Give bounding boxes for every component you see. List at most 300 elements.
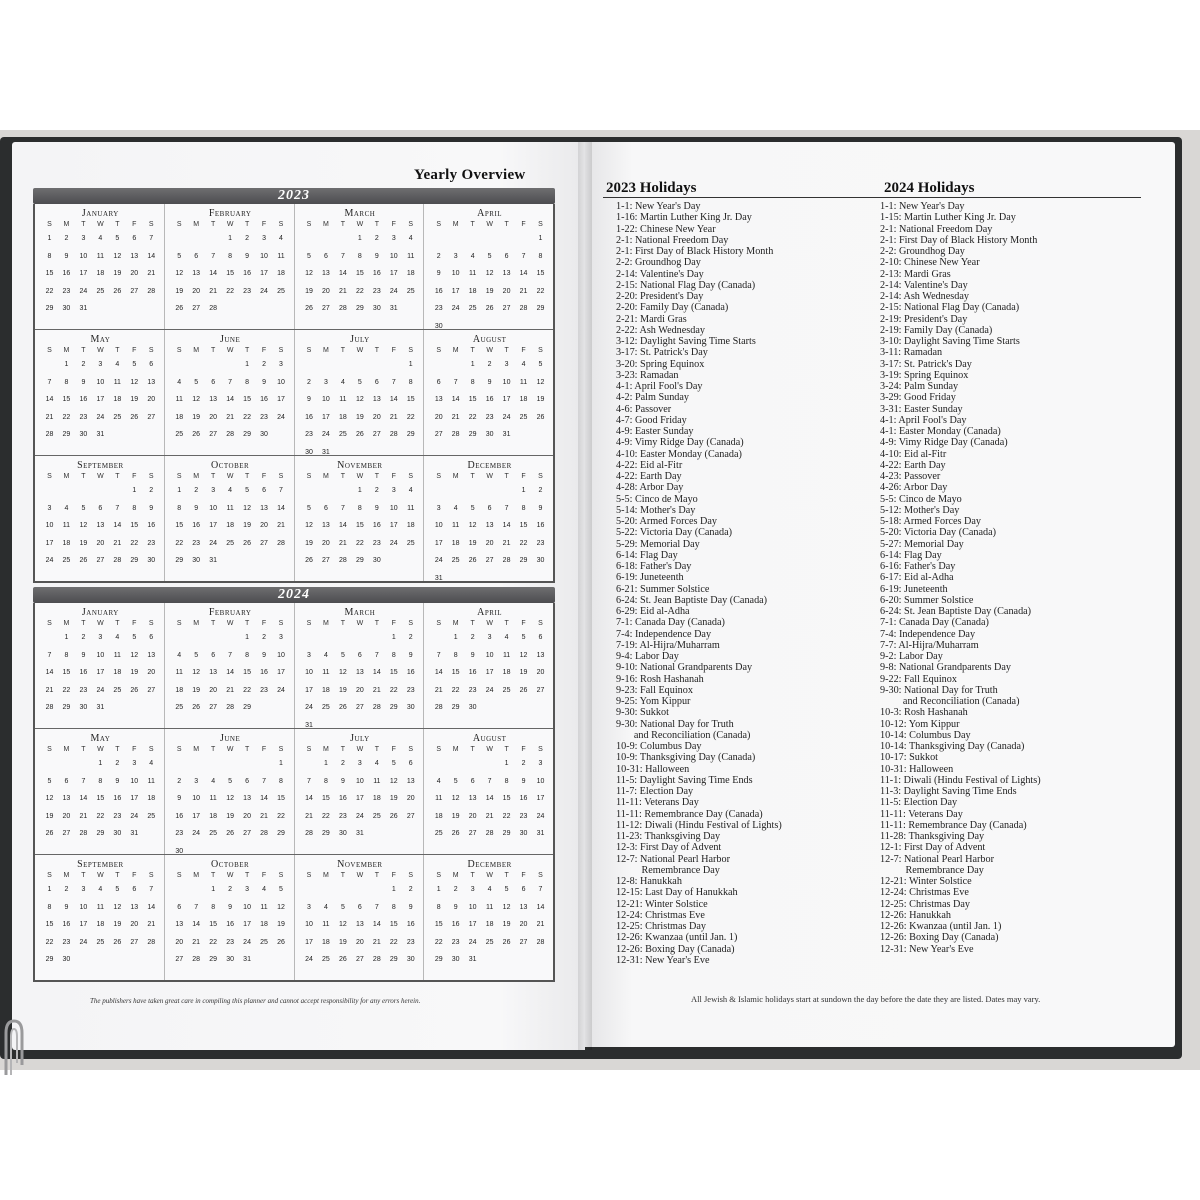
day-cell: 7: [262, 777, 266, 785]
day-cell: 7: [538, 886, 543, 893]
day-cell: 3: [436, 504, 441, 512]
holiday-entry: 2-13: Mardi Gras: [880, 268, 951, 280]
week-row: [171, 517, 290, 535]
weekday-label: S: [176, 620, 182, 627]
month-calendar: [35, 603, 165, 728]
day-cell: 19: [243, 522, 251, 529]
day-cell: 14: [79, 795, 88, 802]
day-cell: 6: [323, 504, 328, 512]
day-cell: 30: [226, 956, 235, 963]
holiday-entry: 12-21: Winter Solstice: [880, 876, 972, 887]
day-cell: [447, 356, 464, 374]
day-cell: 17: [277, 669, 285, 676]
day-cell: [532, 426, 549, 444]
month-calendar: [295, 204, 425, 329]
day-cell: 9: [470, 651, 475, 659]
holiday-entry: 12-8: Hanukkah: [616, 876, 682, 887]
holiday-entry: 6-19: Juneteenth: [616, 572, 684, 584]
day-cell: 6: [408, 760, 413, 767]
day-cell: 27: [175, 956, 184, 963]
week-row: [171, 808, 290, 826]
day-cell: 25: [62, 557, 71, 564]
day-cell: 25: [485, 938, 494, 946]
day-cell: [351, 356, 368, 374]
holiday-entry: 10-12: Yom Kippur: [880, 718, 960, 730]
holiday-entry: 2-20: Family Day (Canada): [616, 302, 729, 314]
day-cell: 19: [451, 812, 460, 820]
week-row: [430, 916, 549, 934]
holiday-entry: 4-22: Eid al-Fitr: [616, 459, 683, 471]
day-cell: 20: [130, 270, 139, 277]
day-cell: 3: [538, 760, 543, 767]
month-row: [35, 456, 553, 581]
day-cell: 7: [115, 504, 120, 512]
day-cell: 22: [322, 812, 330, 820]
week-row: [171, 374, 290, 392]
day-cell: 11: [113, 651, 121, 659]
day-cell: [256, 552, 273, 570]
weekday-label: M: [63, 473, 70, 480]
holiday-entry: 6-20: Summer Solstice: [880, 594, 974, 606]
day-cell: 9: [64, 252, 69, 260]
holiday-entry: 11-23: Thanksgiving Day: [616, 831, 721, 842]
week-row: [301, 230, 420, 248]
weekday-label: W: [226, 347, 234, 354]
day-cell: 24: [277, 413, 285, 421]
day-cell: 27: [468, 830, 477, 837]
day-cell: 30: [406, 704, 415, 711]
holidays-2024-title: 2024 Holidays: [884, 180, 975, 196]
day-cell: 26: [130, 686, 139, 694]
day-cell: 3: [391, 487, 396, 494]
day-cell: 4: [436, 777, 441, 785]
day-cell: 18: [277, 270, 285, 277]
day-cell: [464, 230, 481, 248]
month-name: December: [467, 460, 512, 471]
holiday-entry: 10-14: Thanksgiving Day (Canada): [880, 741, 1025, 752]
day-cell: 2: [177, 777, 182, 785]
day-cell: 13: [372, 396, 381, 403]
holiday-entry: 6-19: Juneteenth: [880, 583, 948, 595]
day-cell: 13: [519, 903, 528, 911]
holiday-entry: 7-4: Independence Day: [616, 628, 712, 640]
day-cell: 31: [502, 431, 511, 438]
weekday-label: W: [486, 746, 493, 753]
weekday-header: [430, 618, 549, 629]
weekday-label: T: [470, 221, 475, 228]
day-cell: 25: [451, 557, 460, 564]
day-cell: 7: [307, 777, 311, 785]
week-row: [430, 500, 549, 518]
week-row: [301, 482, 420, 500]
holiday-entry: 12-26: Hanukkah: [880, 909, 952, 921]
week-row: [301, 699, 420, 717]
day-cell: 1: [245, 361, 250, 368]
day-cell: 18: [322, 938, 330, 946]
day-cell: 12: [536, 378, 545, 386]
week-row: [430, 664, 549, 682]
day-cell: 26: [226, 830, 235, 837]
weekday-label: W: [356, 347, 364, 354]
week-row: [171, 951, 290, 969]
day-cell: [301, 482, 318, 500]
day-cell: 28: [305, 830, 313, 837]
day-cell: 1: [132, 487, 137, 494]
holiday-entry: 2-1: First Day of Black History Month: [616, 246, 774, 257]
day-cell: [481, 570, 498, 588]
day-cell: 20: [96, 539, 105, 547]
holiday-entry: 2-19: President's Day: [880, 313, 968, 325]
day-cell: 27: [96, 557, 105, 564]
holiday-entry: 5-5: Cinco de Mayo: [880, 493, 962, 505]
day-cell: 4: [228, 487, 233, 494]
week-row: [41, 283, 160, 301]
day-cell: 10: [536, 777, 545, 785]
day-cell: [498, 699, 515, 717]
day-cell: 5: [47, 777, 52, 785]
day-cell: 24: [502, 413, 511, 421]
day-cell: 4: [470, 252, 475, 260]
holiday-entry: 5-18: Armed Forces Day: [880, 516, 982, 527]
week-row: [41, 300, 160, 318]
day-cell: 4: [177, 651, 182, 659]
holiday-entry: 9-23: Fall Equinox: [616, 684, 693, 696]
day-cell: [171, 629, 188, 647]
day-cell: 11: [339, 396, 347, 403]
day-cell: 9: [374, 252, 379, 260]
day-cell: 29: [45, 956, 54, 963]
day-cell: 9: [245, 252, 250, 260]
day-cell: 18: [226, 522, 235, 529]
day-cell: [301, 629, 318, 647]
day-cell: 20: [485, 539, 494, 547]
day-cell: 29: [96, 830, 105, 837]
year-banner: [33, 188, 555, 204]
day-cell: 20: [519, 921, 528, 928]
day-cell: 14: [226, 669, 235, 676]
day-cell: 9: [115, 777, 120, 785]
day-cell: 9: [81, 378, 86, 386]
day-cell: 14: [372, 921, 381, 928]
week-row: [301, 682, 420, 700]
day-cell: 6: [374, 378, 379, 386]
weekday-label: M: [452, 473, 459, 480]
day-cell: 29: [468, 431, 477, 438]
day-cell: 5: [177, 252, 182, 260]
day-cell: [126, 300, 143, 318]
holiday-entry: 4-1: Easter Monday (Canada): [880, 426, 1001, 437]
day-cell: 5: [194, 651, 199, 659]
day-cell: 6: [132, 235, 137, 242]
holiday-entry: 2-2: Groundhog Day: [880, 246, 965, 257]
day-cell: 1: [98, 760, 103, 767]
day-cell: 3: [453, 252, 458, 260]
day-cell: 19: [130, 669, 139, 676]
day-cell: 1: [47, 886, 52, 893]
day-cell: 17: [434, 539, 443, 547]
day-cell: 7: [194, 903, 199, 911]
weekday-label: M: [323, 746, 329, 753]
week-row: [301, 248, 420, 266]
day-cell: 7: [391, 378, 396, 386]
day-cell: 8: [470, 378, 475, 386]
day-cell: 2: [81, 634, 86, 641]
weekday-label: T: [374, 473, 379, 480]
day-cell: 20: [434, 413, 443, 421]
day-cell: 12: [79, 522, 88, 529]
day-cell: 11: [175, 396, 183, 403]
day-cell: 8: [64, 378, 69, 386]
weekday-label: F: [261, 221, 267, 228]
month-calendar: [424, 456, 553, 581]
weekday-label: T: [374, 221, 379, 228]
day-cell: 30: [175, 847, 184, 855]
day-cell: 13: [147, 378, 156, 386]
weekday-header: [41, 219, 160, 230]
day-cell: 24: [192, 830, 201, 837]
weekday-label: S: [47, 347, 52, 354]
day-cell: 28: [45, 431, 54, 438]
day-cell: 15: [209, 921, 218, 928]
day-cell: 20: [147, 669, 156, 676]
week-row: [430, 283, 549, 301]
weekday-label: W: [356, 872, 364, 879]
weekday-label: W: [226, 872, 234, 879]
day-cell: 21: [536, 921, 545, 928]
month-calendar: [35, 855, 165, 980]
day-cell: 1: [279, 760, 283, 767]
day-cell: [481, 230, 498, 248]
day-cell: 29: [243, 431, 251, 438]
day-cell: 10: [389, 504, 398, 512]
week-row: [430, 230, 549, 248]
week-row: [41, 934, 160, 952]
day-cell: 20: [322, 287, 330, 295]
holidays-2024-list: [880, 201, 1041, 955]
weekday-label: S: [176, 347, 182, 354]
day-cell: 18: [434, 812, 443, 820]
day-cell: 25: [406, 539, 415, 547]
day-cell: 22: [519, 539, 528, 547]
day-cell: [222, 755, 239, 773]
day-cell: 1: [391, 634, 396, 641]
day-cell: 16: [260, 669, 268, 676]
day-cell: 14: [519, 270, 528, 277]
weekday-header: [171, 744, 290, 755]
holiday-entry: 9-25: Yom Kippur: [616, 696, 691, 707]
day-cell: 13: [485, 522, 494, 529]
holiday-entry: 2-1: National Freedom Day: [616, 234, 729, 246]
day-cell: [92, 300, 109, 318]
day-cell: 5: [340, 903, 345, 911]
day-cell: 8: [47, 903, 52, 911]
day-cell: 8: [211, 903, 216, 911]
day-cell: 12: [451, 795, 460, 802]
weekday-label: S: [148, 473, 154, 480]
day-cell: 2: [64, 235, 69, 242]
day-cell: 14: [389, 396, 398, 403]
day-cell: 19: [277, 921, 285, 928]
day-cell: 15: [468, 396, 477, 403]
day-cell: [273, 300, 290, 318]
day-cell: 22: [175, 539, 184, 547]
holiday-entry: 11-28: Thanksgiving Day: [880, 831, 985, 842]
day-cell: 3: [262, 235, 266, 242]
day-cell: 18: [113, 396, 122, 403]
holiday-entry: 3-17: St. Patrick's Day: [880, 358, 972, 370]
holiday-entry: 2-14: Ash Wednesday: [880, 291, 969, 302]
week-row: [41, 426, 160, 444]
day-cell: 11: [96, 252, 104, 260]
day-cell: 11: [435, 795, 443, 802]
weekday-label: W: [226, 473, 234, 480]
day-cell: 23: [339, 812, 347, 820]
holiday-entry: 11-11: Veterans Day: [616, 797, 699, 809]
day-cell: 12: [305, 270, 313, 277]
day-cell: 18: [96, 270, 105, 277]
day-cell: 28: [451, 431, 460, 438]
day-cell: 16: [406, 669, 415, 676]
day-cell: [515, 230, 532, 248]
holiday-entry: 10-17: Sukkot: [880, 752, 939, 764]
day-cell: 6: [132, 886, 137, 893]
day-cell: 18: [62, 539, 71, 547]
day-cell: 9: [307, 396, 311, 403]
day-cell: 8: [504, 777, 509, 785]
week-row: [171, 916, 290, 934]
day-cell: 18: [113, 669, 122, 676]
holiday-entry: 10-31: Halloween: [616, 763, 690, 775]
month-calendar: [165, 855, 295, 980]
week-row: [430, 682, 549, 700]
day-cell: [301, 881, 318, 899]
weekday-label: S: [148, 221, 154, 228]
weekday-label: T: [504, 347, 509, 354]
weekday-label: T: [81, 347, 86, 354]
day-cell: [481, 951, 498, 969]
day-cell: 18: [485, 921, 494, 928]
day-cell: 12: [339, 669, 347, 676]
day-cell: 1: [453, 634, 458, 641]
weekday-label: S: [408, 347, 414, 354]
day-cell: 11: [209, 795, 217, 802]
weekday-label: S: [176, 473, 182, 480]
weekday-label: T: [211, 347, 216, 354]
day-cell: 15: [322, 795, 330, 802]
week-row: [301, 899, 420, 917]
day-cell: 6: [149, 361, 154, 368]
day-cell: [109, 426, 126, 444]
week-row: [41, 755, 160, 773]
weekday-label: W: [226, 746, 234, 753]
holiday-entry: Remembrance Day: [616, 864, 720, 876]
book-gutter: [578, 142, 592, 1050]
day-cell: 10: [451, 270, 460, 277]
day-cell: 4: [521, 361, 526, 368]
holiday-entry: 9-8: National Grandparents Day: [880, 662, 1011, 674]
day-cell: 9: [453, 903, 458, 911]
day-cell: 30: [305, 448, 313, 456]
day-cell: 26: [502, 938, 511, 946]
weekday-label: M: [323, 620, 329, 627]
day-cell: 17: [130, 795, 139, 802]
holiday-entry: 4-2: Palm Sunday: [616, 392, 690, 404]
weekday-label: F: [521, 221, 526, 228]
day-cell: [515, 426, 532, 444]
holiday-entry: 4-23: Passover: [880, 471, 941, 482]
day-cell: 22: [243, 413, 251, 421]
holiday-entry: 9-30: Sukkot: [616, 707, 669, 719]
weekday-label: F: [521, 473, 526, 480]
day-cell: [171, 881, 188, 899]
day-cell: 19: [468, 539, 477, 547]
day-cell: 5: [279, 886, 283, 893]
holiday-entry: 12-31: New Year's Eve: [616, 954, 710, 966]
day-cell: 13: [468, 795, 477, 802]
weekday-label: F: [391, 221, 396, 228]
day-cell: [171, 755, 188, 773]
holiday-entry: 2-20: President's Day: [616, 291, 704, 302]
day-cell: 23: [260, 413, 268, 421]
weekday-label: T: [244, 746, 250, 753]
week-row: [430, 773, 549, 791]
day-cell: 15: [519, 522, 528, 529]
day-cell: 19: [305, 287, 313, 295]
day-cell: 22: [226, 287, 235, 295]
day-cell: 23: [451, 938, 460, 946]
weekday-label: T: [115, 620, 120, 627]
day-cell: [41, 356, 58, 374]
weekday-header: [301, 219, 420, 230]
day-cell: [515, 570, 532, 588]
week-row: [171, 629, 290, 647]
day-cell: 4: [149, 760, 154, 767]
day-cell: 27: [322, 305, 330, 312]
weekday-label: T: [81, 473, 86, 480]
weekday-header: [171, 471, 290, 482]
day-cell: 17: [45, 539, 54, 547]
weekday-label: S: [176, 746, 182, 753]
day-cell: [464, 570, 481, 588]
holiday-entry: 6-18: Father's Day: [616, 561, 692, 572]
day-cell: [143, 426, 160, 444]
day-cell: 15: [502, 795, 511, 802]
weekday-label: S: [538, 872, 543, 879]
day-cell: 14: [502, 522, 511, 529]
day-cell: 23: [468, 686, 477, 694]
day-cell: 15: [226, 270, 235, 277]
day-cell: 24: [243, 938, 251, 946]
year-label: 2024: [278, 587, 310, 602]
weekday-label: T: [211, 473, 216, 480]
day-cell: 16: [434, 287, 443, 295]
day-cell: 6: [521, 886, 526, 893]
day-cell: 7: [149, 235, 154, 242]
day-cell: 9: [177, 795, 182, 802]
holiday-entry: 4-26: Arbor Day: [880, 482, 948, 494]
weekday-label: M: [63, 221, 70, 228]
day-cell: 17: [536, 795, 545, 802]
day-cell: 23: [536, 539, 545, 547]
day-cell: 23: [406, 686, 415, 694]
holiday-entry: 5-5: Cinco de Mayo: [616, 493, 698, 505]
day-cell: [58, 755, 75, 773]
day-cell: 27: [406, 812, 415, 820]
day-cell: 20: [355, 938, 364, 946]
day-cell: 11: [62, 522, 71, 529]
day-cell: 7: [228, 378, 233, 386]
day-cell: 1: [177, 487, 182, 494]
